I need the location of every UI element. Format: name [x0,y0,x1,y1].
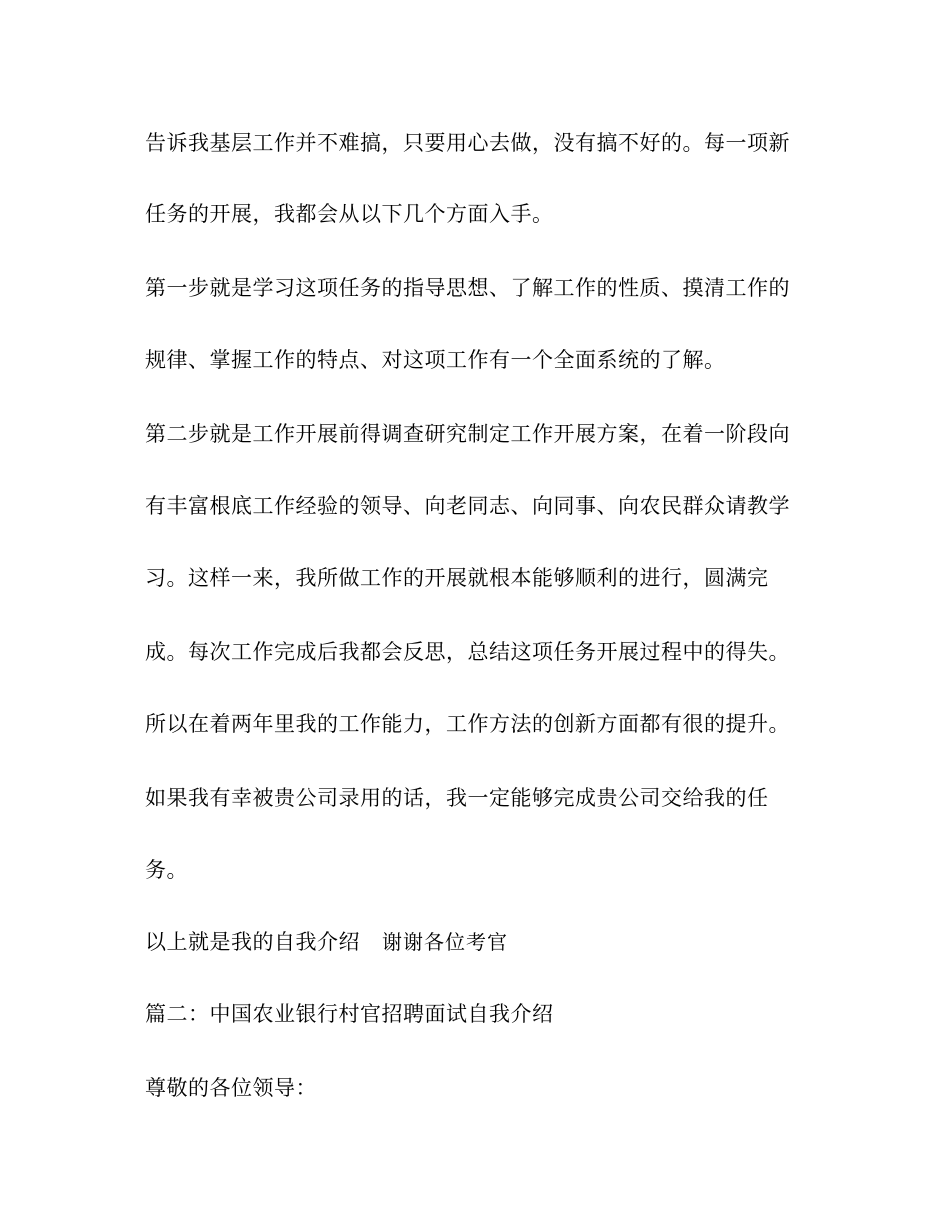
section-heading: 篇二：中国农业银行村官招聘面试自我介绍 [145,1002,554,1026]
closing-line [145,930,508,954]
paragraph-line: 务。 [145,858,188,882]
paragraph-line: 成。每次工作完成后我都会反思，总结这项任务开展过程中的得失。 [145,640,790,664]
closing-text: 以上就是我的自我介绍 [145,930,360,954]
salutation: 尊敬的各位领导： [145,1076,317,1100]
paragraph-line: 有丰富根底工作经验的领导、向老同志、向同事、向农民群众请教学 [145,494,790,518]
paragraph-line: 第一步就是学习这项任务的指导思想、了解工作的性质、摸清工作的 [145,276,790,300]
paragraph-line: 第二步就是工作开展前得调查研究制定工作开展方案，在着一阶段向 [145,422,790,446]
paragraph-line: 规律、掌握工作的特点、对这项工作有一个全面系统的了解。 [145,348,726,372]
paragraph-line: 任务的开展，我都会从以下几个方面入手。 [145,202,554,226]
paragraph-line: 所以在着两年里我的工作能力，工作方法的创新方面都有很的提升。 [145,712,790,736]
paragraph-line: 告诉我基层工作并不难搞，只要用心去做，没有搞不好的。每一项新 [145,131,790,155]
paragraph-line: 习。这样一来，我所做工作的开展就根本能够顺利的进行，圆满完 [145,566,769,590]
paragraph-line: 如果我有幸被贵公司录用的话，我一定能够完成贵公司交给我的任 [145,786,769,810]
thanks-text: 谢谢各位考官 [382,930,508,954]
